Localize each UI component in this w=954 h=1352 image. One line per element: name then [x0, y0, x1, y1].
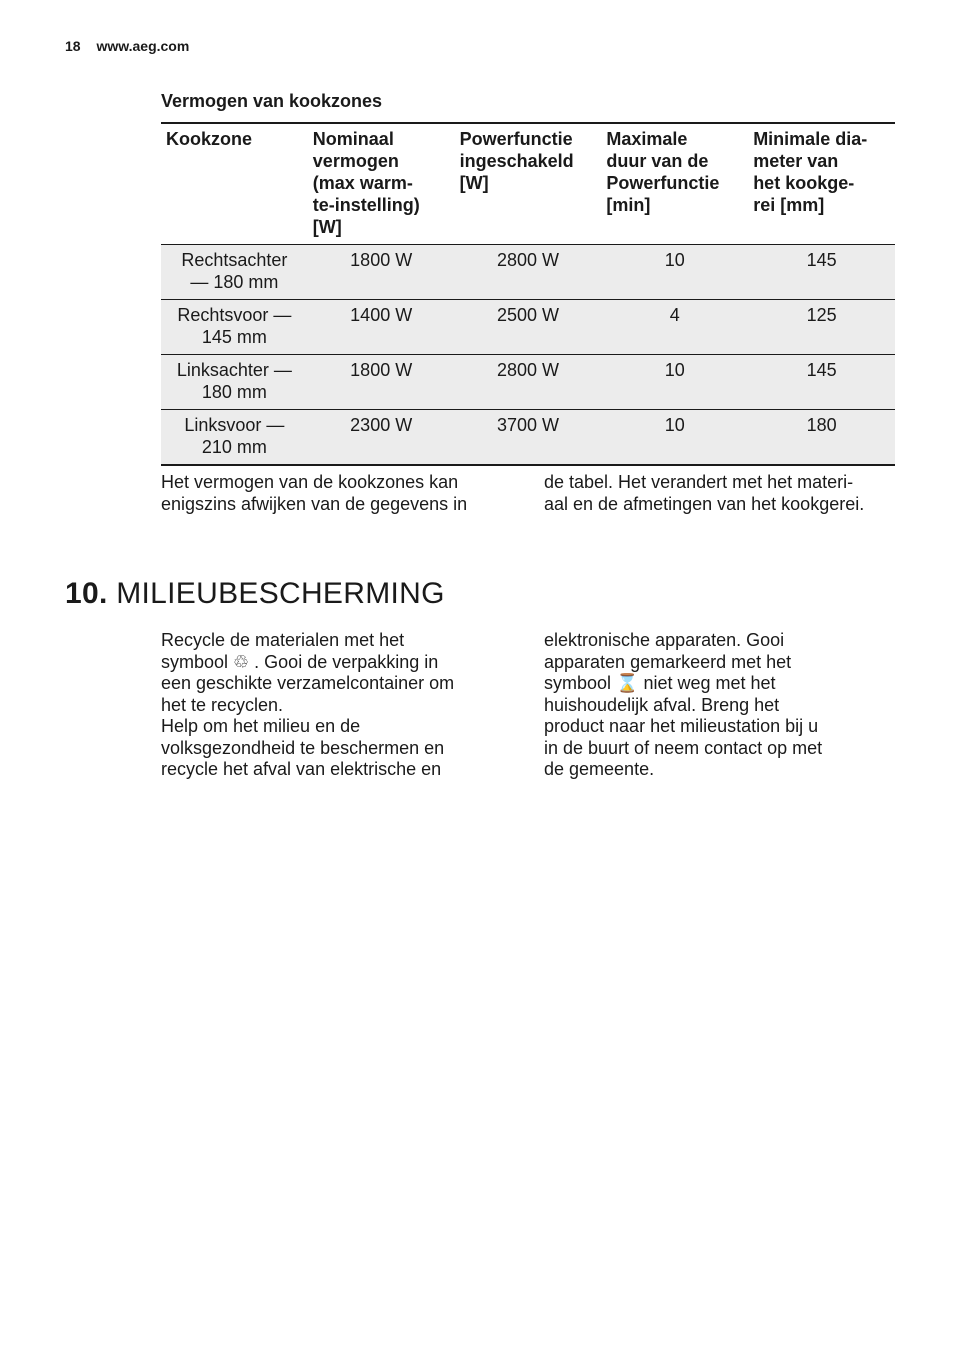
- column-header-power-function: Powerfunctie ingeschakeld [W]: [455, 123, 602, 245]
- page-header: [65, 38, 189, 54]
- column-header-nominal-power: Nominaal vermogen (max warm- te-instelling) [W]: [308, 123, 455, 245]
- cell-max-duration: 4: [601, 300, 748, 355]
- cell-power-function: 2500 W: [455, 300, 602, 355]
- cell-cooking-zone: Linksvoor — 210 mm: [161, 410, 308, 465]
- environment-text-left: Recycle de materialen met het symbool ♲ . Gooi de verpakking in een geschikte verzamelcontainer om het te recyclen. Help om het milieu en de volksgezondheid te beschermen en recycle het afval van elektrische en: [161, 630, 455, 779]
- cell-nominal-power: 1800 W: [308, 355, 455, 410]
- cooking-zone-power-table: [161, 122, 895, 466]
- table-row: [161, 410, 895, 465]
- cell-nominal-power: 1800 W: [308, 245, 455, 300]
- table-row: [161, 355, 895, 410]
- environment-text-right: elektronische apparaten. Gooi apparaten gemarkeerd met het symbool ⌛ niet weg met het huishoudelijk afval. Breng het product naar het milieustation bij u in de buurt of neem contact op met de gemeente.: [544, 630, 823, 779]
- cell-nominal-power: 2300 W: [308, 410, 455, 465]
- column-header-max-duration: Maximale duur van de Powerfunctie [min]: [601, 123, 748, 245]
- table-header-row: [161, 123, 895, 245]
- column-header-min-diameter: Minimale dia- meter van het kookge- rei [mm]: [748, 123, 895, 245]
- table-note-left: Het vermogen van de kookzones kan enigszins afwijken van de gegevens in: [161, 472, 468, 514]
- cell-cooking-zone: Linksachter — 180 mm: [161, 355, 308, 410]
- cell-cooking-zone: Rechtsvoor — 145 mm: [161, 300, 308, 355]
- chapter-title: MILIEUBESCHERMING: [116, 577, 445, 610]
- cell-min-diameter: 180: [748, 410, 895, 465]
- website-link[interactable]: www.aeg.com: [96, 38, 190, 54]
- cell-min-diameter: 145: [748, 355, 895, 410]
- cell-nominal-power: 1400 W: [308, 300, 455, 355]
- cell-min-diameter: 125: [748, 300, 895, 355]
- cell-max-duration: 10: [601, 410, 748, 465]
- cell-power-function: 2800 W: [455, 355, 602, 410]
- cell-power-function: 2800 W: [455, 245, 602, 300]
- cell-power-function: 3700 W: [455, 410, 602, 465]
- column-header-cooking-zone: Kookzone: [161, 123, 308, 245]
- cell-cooking-zone: Rechtsachter — 180 mm: [161, 245, 308, 300]
- table-caption: Vermogen van kookzones: [161, 91, 383, 111]
- cell-min-diameter: 145: [748, 245, 895, 300]
- cell-max-duration: 10: [601, 355, 748, 410]
- page-number: 18: [65, 38, 81, 54]
- chapter-number: 10.: [65, 577, 108, 610]
- cell-max-duration: 10: [601, 245, 748, 300]
- table-row: [161, 245, 895, 300]
- chapter-heading: [65, 574, 445, 614]
- table-row: [161, 300, 895, 355]
- table-note-right: de tabel. Het verandert met het materi- aal en de afmetingen van het kookgerei.: [544, 472, 865, 514]
